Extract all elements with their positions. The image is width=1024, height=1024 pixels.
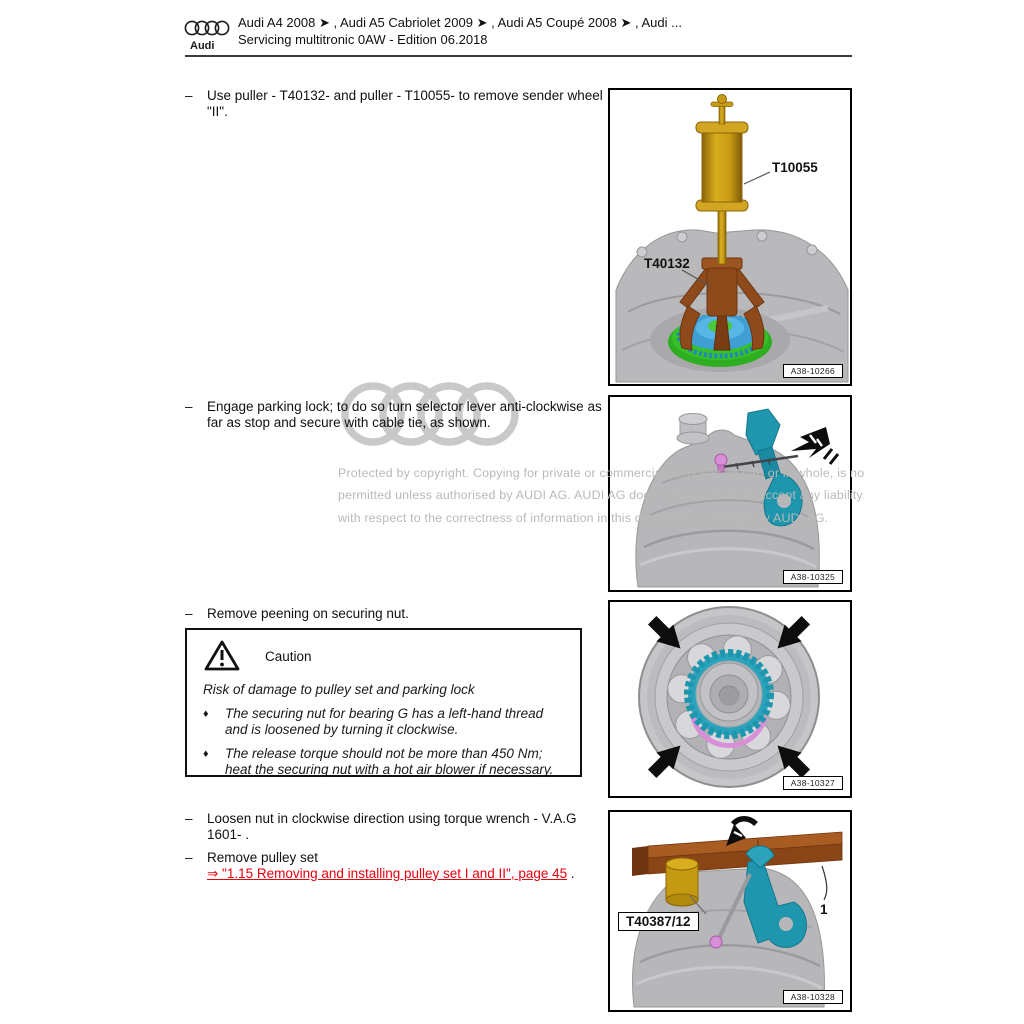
watermark-line: with respect to the correctness of information in this document. Copyright by AUDI AG. [338, 510, 829, 525]
item-label-1: 1 [820, 902, 828, 917]
figure-securing-nut [608, 600, 852, 798]
figure-torque-wrench [608, 810, 852, 1012]
figure3-illustration [610, 602, 850, 796]
step-text: Loosen nut in clockwise direction using torque wrench - V.A.G 1601- . [207, 811, 577, 842]
step-text: Use puller - T40132- and puller - T10055- to remove sender wheel "II". [207, 88, 603, 119]
step-dash: – [185, 811, 193, 826]
caution-bullet-text: The release torque should not be more than 450 Nm; heat the securing nut with a hot air blower if necessary. [225, 746, 554, 777]
header-edition-line: Servicing multitronic 0AW - Edition 06.2018 [238, 32, 488, 47]
header-models-line: Audi A4 2008 ➤ , Audi A5 Cabriolet 2009 ➤ , Audi A5 Coupé 2008 ➤ , Audi ... [238, 15, 682, 30]
step-text: Remove peening on securing nut. [207, 606, 409, 621]
caution-bullet [203, 706, 566, 737]
header-divider [185, 55, 852, 57]
caution-intro: Risk of damage to pulley set and parking lock [203, 682, 475, 697]
diamond-bullet-icon: ♦ [203, 708, 209, 720]
rotation-arrow-icon [791, 427, 838, 464]
leader-line-item1 [822, 866, 827, 900]
caution-header [203, 638, 566, 674]
figure-code: A38-10327 [783, 776, 843, 790]
step-dash: – [185, 850, 193, 865]
figure1-illustration [610, 90, 850, 384]
step-dash: – [185, 399, 193, 414]
step-remove-peening [185, 606, 605, 622]
step-remove-sender-wheel [185, 88, 605, 119]
step-text: Engage parking lock; to do so turn selector lever anti-clockwise as far as stop and secure with cable tie, as shown. [207, 399, 602, 430]
figure-code: A38-10325 [783, 570, 843, 584]
step-remove-pulley-set [185, 850, 605, 881]
step-dash: – [185, 88, 193, 103]
figure-code: A38-10266 [783, 364, 843, 378]
tool-label-t40132: T40132 [644, 256, 690, 271]
audi-logo-icon [184, 18, 230, 56]
diamond-bullet-icon: ♦ [203, 748, 209, 760]
link-suffix: . [567, 865, 575, 881]
document-header [238, 14, 682, 48]
figure4-illustration [610, 812, 850, 1010]
figure-puller-sender-wheel [608, 88, 852, 386]
step-engage-parking-lock [185, 399, 605, 430]
caution-bullet-text: The securing nut for bearing G has a left-hand thread and is loosened by turning it clockwise. [225, 706, 544, 737]
caution-title: Caution [265, 648, 312, 664]
caution-box [185, 628, 582, 777]
figure2-illustration [610, 397, 850, 590]
figure-parking-lock [608, 395, 852, 592]
leader-line-t10055 [744, 172, 770, 184]
tool-label-t10055: T10055 [772, 160, 818, 175]
warning-triangle-icon [203, 639, 241, 673]
center-cone [700, 663, 758, 721]
step-text-line: Remove pulley set [207, 850, 319, 865]
pink-bolt [710, 936, 722, 948]
step-loosen-nut [185, 811, 605, 842]
caution-bullet [203, 746, 566, 777]
tool-label-t40387-12: T40387/12 [618, 912, 699, 931]
figure-code: A38-10328 [783, 990, 843, 1004]
audi-wordmark: Audi [190, 40, 215, 52]
step-dash: – [185, 606, 193, 621]
link-removing-installing-pulley-set[interactable]: ⇒ "1.15 Removing and installing pulley set I and II", page 45 [207, 865, 568, 881]
watermark-line: permitted unless authorised by AUDI AG. AUDI AG does not guarantee or accept any liability [338, 488, 863, 503]
watermark-line: Protected by copyright. Copying for private or commercial purposes, in part or in whole, is no [338, 466, 865, 480]
step-text [207, 850, 605, 881]
